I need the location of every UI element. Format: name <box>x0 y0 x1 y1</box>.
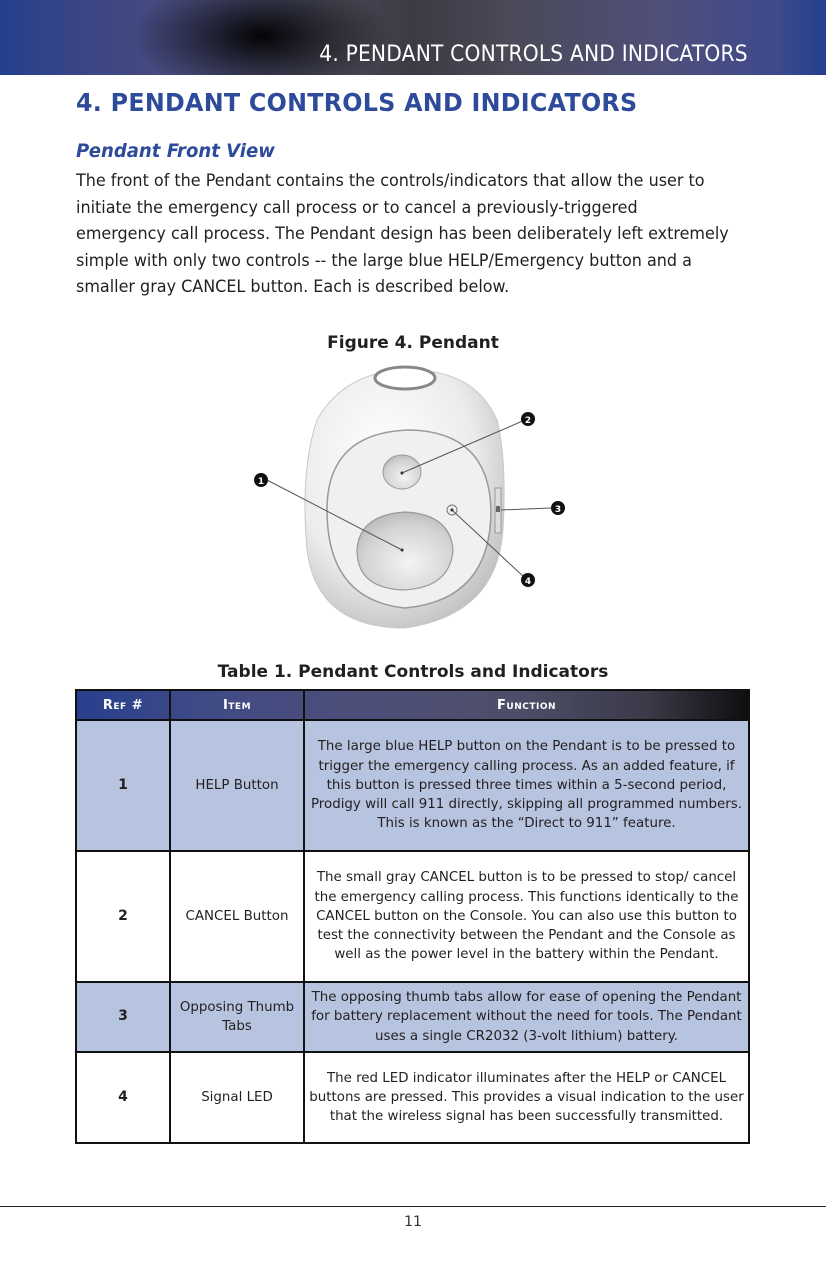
callout-2 <box>521 412 535 426</box>
row-function: The opposing thumb tabs allow for ease of opening the Pendant for battery replacement without the need for tools. The Pendant uses a single CR2032 (3-volt lithium) battery. <box>304 982 749 1052</box>
row-item: CANCEL Button <box>170 851 304 982</box>
table-row <box>76 720 749 851</box>
header-item: Item <box>170 690 304 720</box>
table-row <box>76 1052 749 1143</box>
row-ref: 3 <box>76 982 170 1052</box>
svg-text:4: 4 <box>524 577 532 587</box>
row-item: HELP Button <box>170 720 304 851</box>
pendant-figure <box>245 360 575 635</box>
svg-text:3: 3 <box>554 505 562 515</box>
header-ref: Ref # <box>76 690 170 720</box>
row-ref: 4 <box>76 1052 170 1143</box>
pendant-illustration <box>245 360 575 635</box>
svg-text:2: 2 <box>524 416 532 426</box>
callout-3 <box>551 501 565 515</box>
row-item: Signal LED <box>170 1052 304 1143</box>
row-function: The large blue HELP button on the Pendant is to be pressed to trigger the emergency calling process. As an added feature, if this button is pressed three times within a 5-second period, Prodigy will call 911 directly, skipping all programmed numbers. This is known as the “Direct to 911” feature. <box>304 720 749 851</box>
svg-text:1: 1 <box>257 477 265 487</box>
header-function: Function <box>304 690 749 720</box>
controls-table <box>75 689 750 1144</box>
row-ref: 2 <box>76 851 170 982</box>
subheading: Pendant Front View <box>76 140 275 162</box>
table-row <box>76 982 749 1052</box>
header-banner <box>0 0 826 75</box>
row-function: The small gray CANCEL button is to be pressed to stop/ cancel the emergency calling process. This functions identically to the CANCEL button on the Console. You can also use this button to test the connectivity between the Pendant and the Console as well as the power level in the battery within the Pendant. <box>304 851 749 982</box>
row-item: Opposing Thumb Tabs <box>170 982 304 1052</box>
intro-paragraph: The front of the Pendant contains the controls/indicators that allow the user to initiate the emergency call process or to cancel a previously-triggered emergency call process. The Pendant design has been deliberately left extremely simple with only two controls -- the large blue HELP/Emergency button and a smaller gray CANCEL button. Each is described below. <box>76 171 729 297</box>
banner-title: 4. PENDANT CONTROLS AND INDICATORS <box>319 42 748 67</box>
row-ref: 1 <box>76 720 170 851</box>
table-header-row <box>76 690 749 720</box>
footer-divider <box>0 1206 826 1207</box>
table-row <box>76 851 749 982</box>
callout-1 <box>254 473 268 487</box>
row-function: The red LED indicator illuminates after the HELP or CANCEL buttons are pressed. This provides a visual indication to the user that the wireless signal has been successfully transmitted. <box>304 1052 749 1143</box>
callout-4 <box>521 573 535 587</box>
page-title: 4. PENDANT CONTROLS AND INDICATORS <box>76 88 638 117</box>
table-caption: Table 1. Pendant Controls and Indicators <box>217 662 609 682</box>
page-number: 11 <box>404 1214 422 1230</box>
figure-caption: Figure 4. Pendant <box>327 333 499 353</box>
